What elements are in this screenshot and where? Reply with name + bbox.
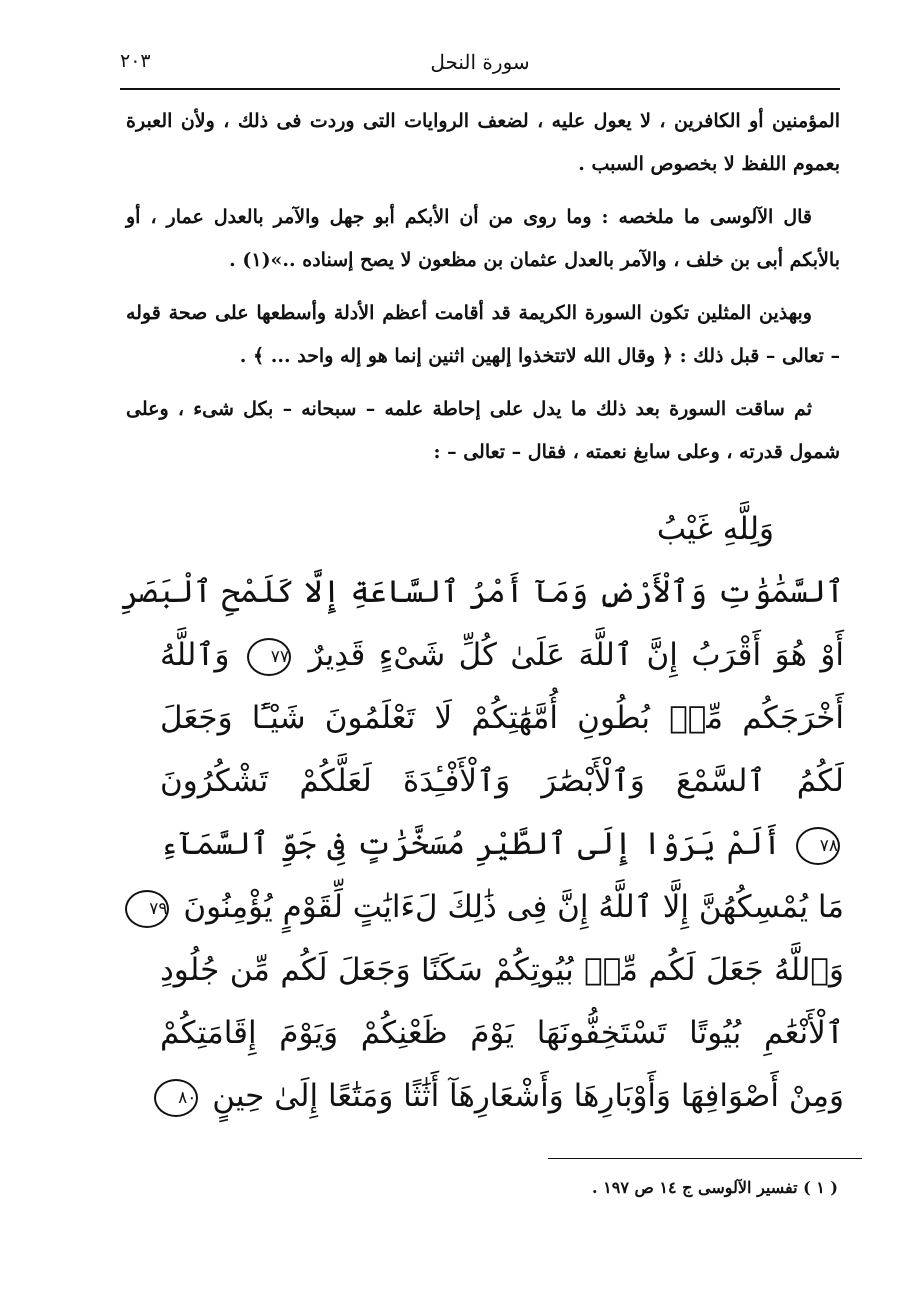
page-header — [120, 50, 840, 86]
verse-line: ٱلْأَنْعَٰمِ بُيُوتًا تَسْتَخِفُّونَهَا يَوْمَ ظَعْنِكُمْ وَيَوْمَ إِقَامَتِكُمْ — [160, 1015, 844, 1051]
quran-verses — [121, 498, 844, 1128]
verse-line — [160, 624, 844, 687]
verse-line-text: أَلَمْ يَرَوْا إِلَى ٱلطَّيْرِ مُسَخَّرَٰتٍ فِى جَوِّ ٱلسَّمَآءِ — [160, 826, 782, 862]
verse-line-text: أَوْ هُوَ أَقْرَبُ إِنَّ ٱللَّهَ عَلَىٰ كُلِّ شَىْءٍ قَدِيرٌ — [308, 637, 844, 673]
verse-line-text: وَمِنْ أَصْوَافِهَا وَأَوْبَارِهَا وَأَشْعَارِهَآ أَثَٰثًا وَمَتَٰعًا إِلَىٰ حِينٍ — [212, 1078, 844, 1114]
verse-line: أَخْرَجَكُم مِّنۢ بُطُونِ أُمَّهَٰتِكُمْ لَا تَعْلَمُونَ شَيْـًٔا وَجَعَلَ — [160, 700, 844, 736]
verse-line: وَلِلَّهِ غَيْبُ — [656, 511, 774, 547]
ayah-number-80: ٨٠ — [154, 1079, 198, 1117]
verse-line — [160, 813, 844, 876]
verse-line — [160, 1065, 844, 1128]
verse-line: وَٱللَّهُ جَعَلَ لَكُم مِّنۢ بُيُوتِكُمْ سَكَنًا وَجَعَلَ لَكُم مِّن جُلُودِ — [160, 952, 844, 988]
surah-title: سورة النحل — [430, 50, 530, 74]
footnote: ( ١ ) تفسير الآلوسى ج ١٤ ص ١٩٧ . — [591, 1178, 838, 1197]
ayah-number-79: ٧٩ — [125, 890, 169, 928]
ayah-number-77: ٧٧ — [247, 638, 291, 676]
paragraph: وبهذين المثلين تكون السورة الكريمة قد أقامت أعظم الأدلة وأسطعها على صحة قوله – تعالى – قبل ذلك : ﴿ وقال الله لاتتخذوا إلهين اثنين إنما هو إله واحد ... ﴾ . — [126, 302, 840, 367]
paragraph: ثم ساقت السورة بعد ذلك ما يدل على إحاطة علمه – سبحانه – بكل شىء ، وعلى شمول قدرته ، وعلى سابغ نعمته ، فقال – تعالى – : — [126, 398, 840, 463]
page-number: ٢٠٣ — [120, 50, 151, 72]
verse-line-text: مَا يُمْسِكُهُنَّ إِلَّا ٱللَّهُ إِنَّ فِى ذَٰلِكَ لَءَايَٰتٍ لِّقَوْمٍ يُؤْمِنُونَ — [183, 889, 844, 925]
verse-line-text: وَٱللَّهُ — [160, 637, 230, 673]
paragraph: المؤمنين أو الكافرين ، لا يعول عليه ، لضعف الروايات التى وردت فى ذلك ، ولأن العبرة بعموم اللفظ لا بخصوص السبب . — [126, 110, 840, 175]
footnote-divider — [548, 1158, 862, 1159]
verse-line — [149, 876, 844, 939]
commentary-text — [126, 100, 840, 484]
ayah-number-78: ٧٨ — [796, 827, 840, 865]
verse-line: لَكُمُ ٱلسَّمْعَ وَٱلْأَبْصَٰرَ وَٱلْأَفْـِٔدَةَ لَعَلَّكُمْ تَشْكُرُونَ — [160, 763, 844, 799]
verse-line: ٱلسَّمَٰوَٰتِ وَٱلْأَرْضِ وَمَآ أَمْرُ ٱلسَّاعَةِ إِلَّا كَلَمْحِ ٱلْبَصَرِ — [121, 574, 844, 610]
paragraph: قال الآلوسى ما ملخصه : وما روى من أن الأبكم أبو جهل والآمر بالعدل عمار ، أو بالأبكم أبى بن خلف ، والآمر بالعدل عثمان بن مظعون لا يصح إسناده ..»(١) . — [126, 206, 840, 271]
header-divider — [120, 88, 840, 90]
